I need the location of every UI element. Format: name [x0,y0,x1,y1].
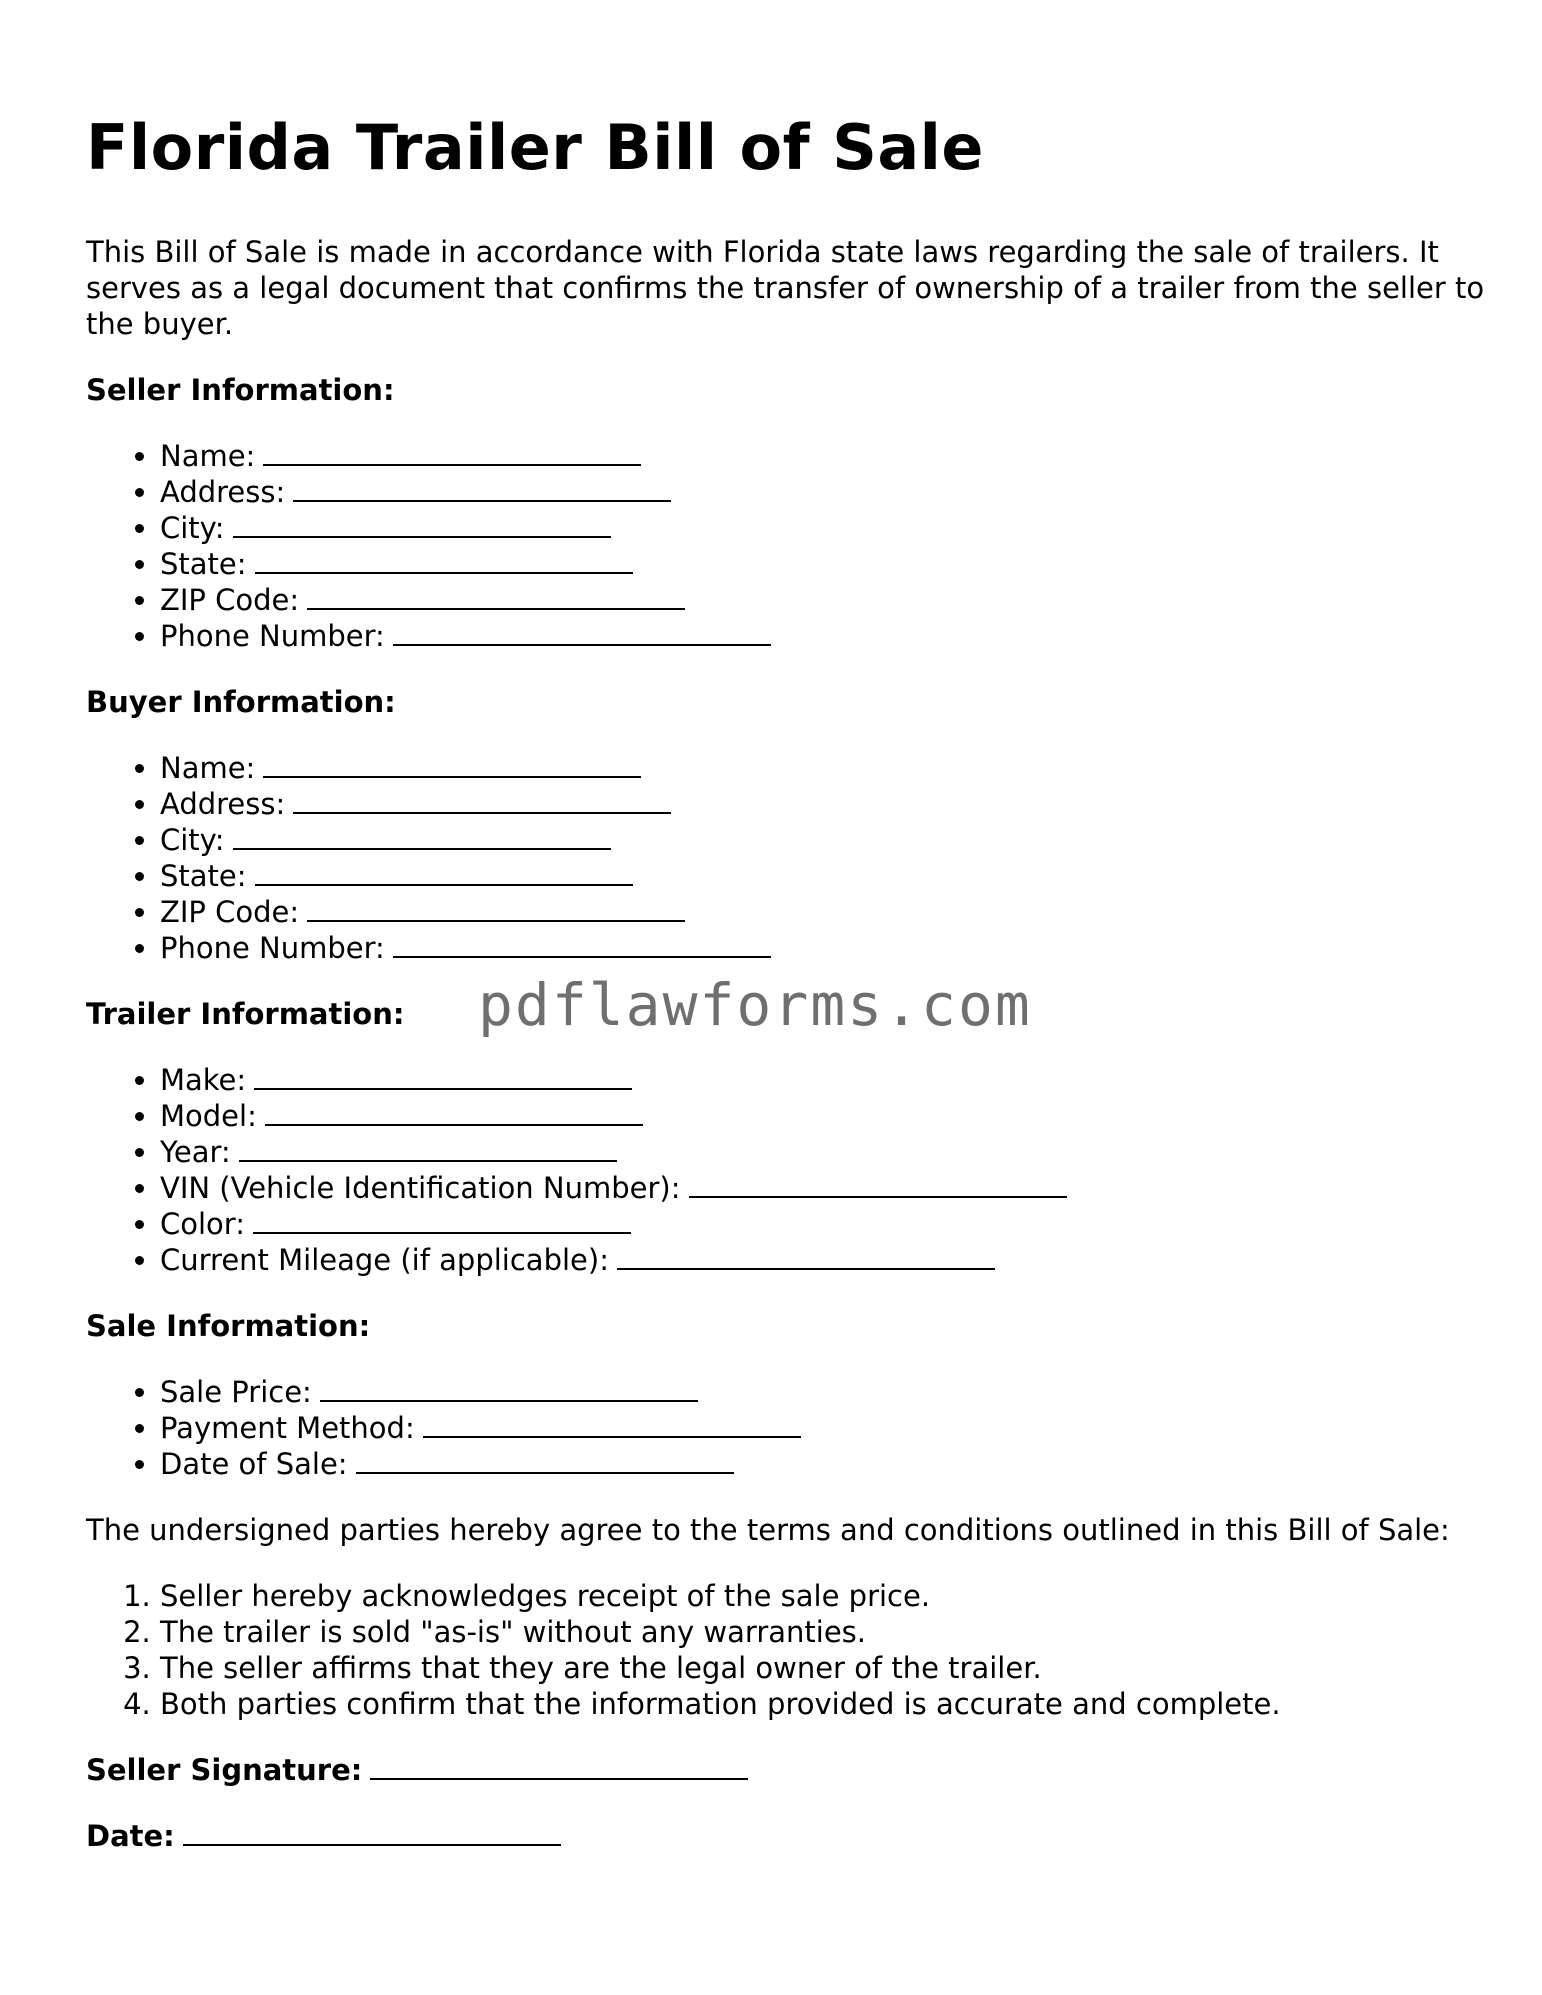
list-item [160,894,1486,930]
list-item [160,1374,1486,1410]
date-row [86,1818,1486,1854]
list-item: 3. The seller affirms that they are the legal owner of the trailer. [160,1650,1486,1686]
blank-line[interactable] [320,1374,698,1402]
field-label: Current Mileage (if applicable): [160,1243,609,1277]
blank-line[interactable] [255,546,633,574]
list-item [160,618,1486,654]
seller-fields-list [86,438,1486,654]
blank-line[interactable] [254,1062,632,1090]
blank-line[interactable] [293,786,671,814]
field-label: Payment Method: [160,1411,415,1445]
blank-line[interactable] [239,1134,617,1162]
document-title: Florida Trailer Bill of Sale [86,111,984,184]
terms-list [86,1578,1486,1722]
sale-fields-list [86,1374,1486,1482]
field-label: City: [160,823,225,857]
blank-line[interactable] [307,894,685,922]
field-label: Model: [160,1099,257,1133]
list-item: 4. Both parties confirm that the information provided is accurate and complete. [160,1686,1486,1722]
field-label: Phone Number: [160,619,385,653]
list-item [160,1134,1486,1170]
list-item [160,438,1486,474]
date-line[interactable] [183,1818,561,1846]
field-label: Color: [160,1207,245,1241]
field-label: Phone Number: [160,931,385,965]
field-label: ZIP Code: [160,895,300,929]
blank-line[interactable] [393,618,771,646]
list-item [160,474,1486,510]
blank-line[interactable] [356,1446,734,1474]
list-item [160,1206,1486,1242]
blank-line[interactable] [423,1410,801,1438]
seller-heading: Seller Information: [86,373,395,407]
blank-line[interactable] [263,438,641,466]
blank-line[interactable] [263,750,641,778]
buyer-heading: Buyer Information: [86,685,396,719]
blank-line[interactable] [265,1098,643,1126]
list-item [160,930,1486,966]
watermark: pdflawforms.com [478,971,1032,1039]
field-label: ZIP Code: [160,583,300,617]
list-item [160,582,1486,618]
blank-line[interactable] [617,1242,995,1270]
field-label: Date of Sale: [160,1447,348,1481]
field-label: Name: [160,439,256,473]
seller-signature-label: Seller Signature: [86,1753,363,1787]
trailer-fields-list [86,1062,1486,1278]
field-label: Name: [160,751,256,785]
field-label: Make: [160,1063,247,1097]
list-item: 1. Seller hereby acknowledges receipt of the sale price. [160,1578,1486,1614]
trailer-heading: Trailer Information: [86,997,405,1031]
list-item [160,822,1486,858]
list-item [160,1170,1486,1206]
field-label: Address: [160,475,286,509]
agreement-paragraph: The undersigned parties hereby agree to the terms and conditions outlined in this Bill of Sale: [86,1513,1450,1547]
date-label: Date: [86,1819,175,1853]
blank-line[interactable] [307,582,685,610]
field-label: State: [160,547,247,581]
blank-line[interactable] [233,822,611,850]
list-item [160,786,1486,822]
list-item [160,1098,1486,1134]
list-item [160,1242,1486,1278]
blank-line[interactable] [255,858,633,886]
seller-signature-line[interactable] [370,1752,748,1780]
list-item [160,1062,1486,1098]
field-label: VIN (Vehicle Identification Number): [160,1171,681,1205]
field-label: State: [160,859,247,893]
blank-line[interactable] [293,474,671,502]
seller-signature-row [86,1752,1486,1788]
buyer-fields-list [86,750,1486,966]
field-label: Sale Price: [160,1375,312,1409]
blank-line[interactable] [689,1170,1067,1198]
field-label: Address: [160,787,286,821]
list-item: 2. The trailer is sold "as-is" without any warranties. [160,1614,1486,1650]
list-item [160,1446,1486,1482]
field-label: Year: [160,1135,231,1169]
blank-line[interactable] [393,930,771,958]
list-item [160,510,1486,546]
list-item [160,858,1486,894]
blank-line[interactable] [253,1206,631,1234]
list-item [160,750,1486,786]
sale-heading: Sale Information: [86,1309,371,1343]
intro-paragraph: This Bill of Sale is made in accordance with Florida state laws regarding the sale of trailers. It serves as a legal document that confirms the transfer of ownership of a trailer from the seller to the buyer. [86,235,1485,341]
list-item [160,546,1486,582]
field-label: City: [160,511,225,545]
list-item [160,1410,1486,1446]
blank-line[interactable] [233,510,611,538]
